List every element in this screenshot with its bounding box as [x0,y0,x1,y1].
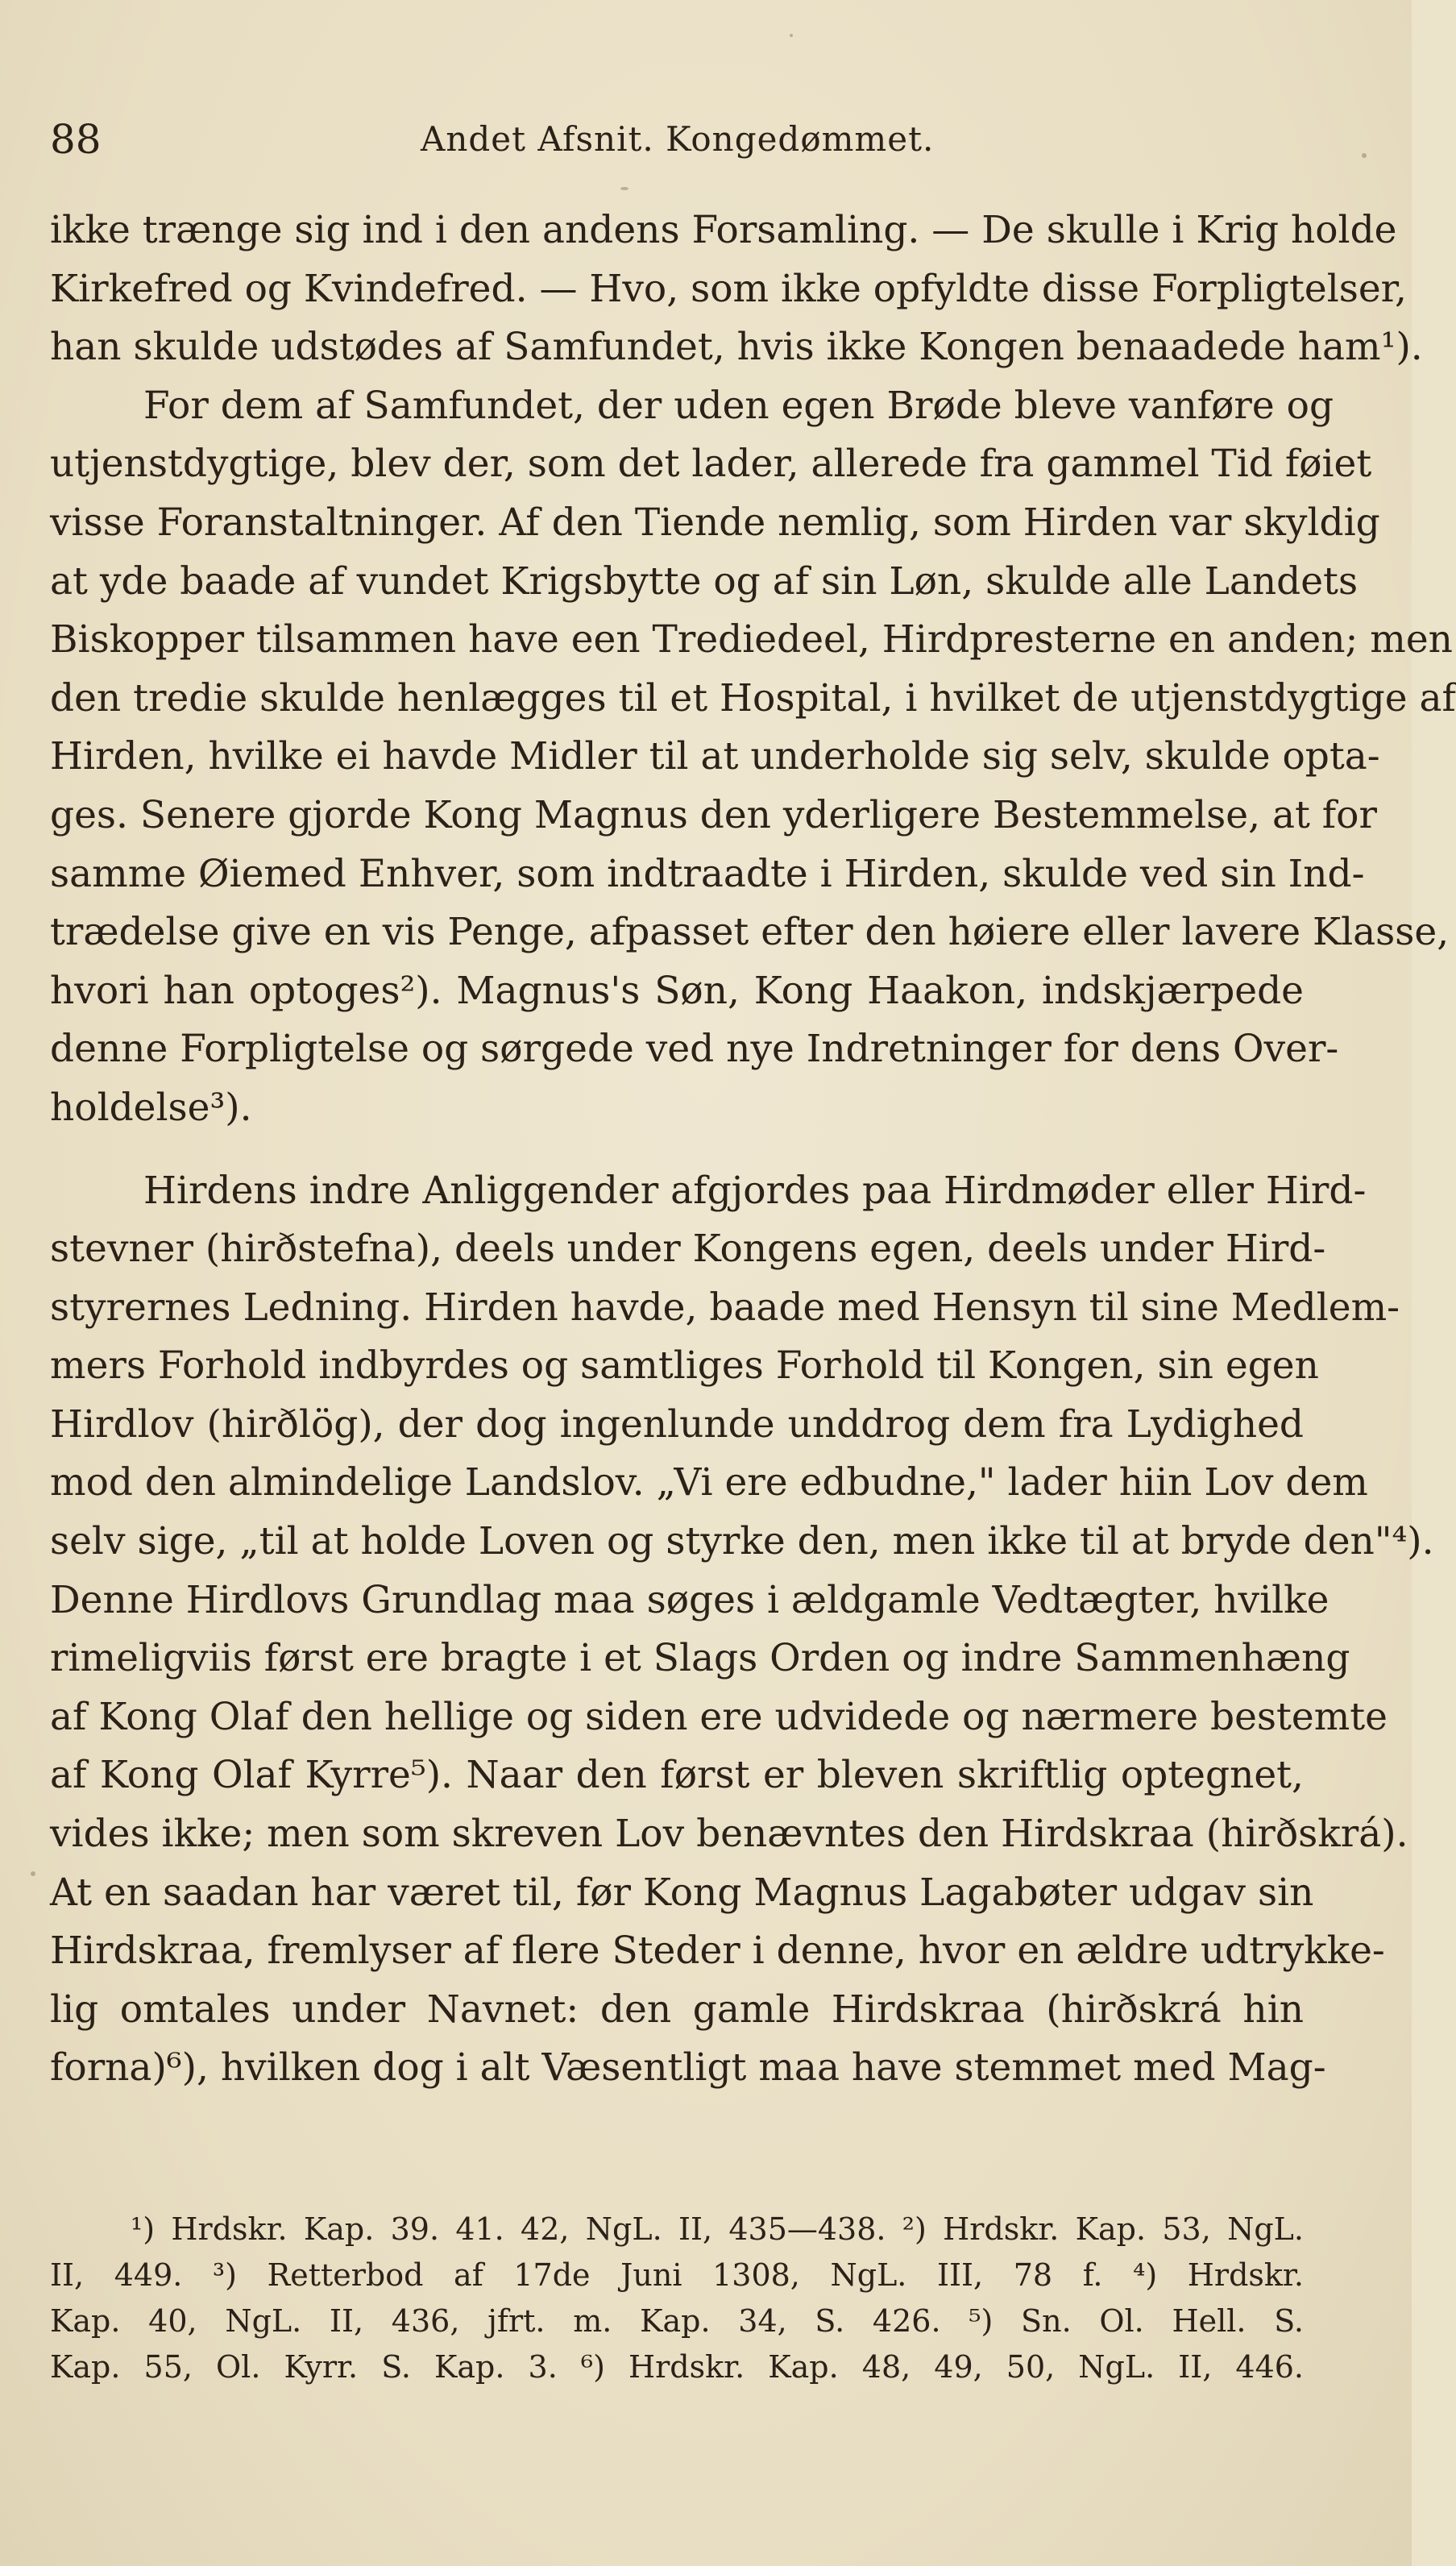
text-line: vides ikke; men som skreven Lov benævntes den Hirdskraa (hirðskrá). [50,1812,1408,1857]
text-line: Hirdskraa, fremlyser af flere Steder i denne, hvor en ældre udtrykke- [50,1929,1385,1974]
text-line: At en saadan har været til, før Kong Magnus Lagabøter udgav sin [50,1870,1314,1915]
text-line: selv sige, „til at holde Loven og styrke den, men ikke til at bryde den"⁴). [50,1519,1434,1564]
text-line: styrernes Ledning. Hirden havde, baade med Hensyn til sine Medlem- [50,1285,1400,1330]
footnote-line: Kap. 55, Ol. Kyrr. S. Kap. 3. ⁶) Hrdskr. Kap. 48, 49, 50, NgL. II, 446. [50,2349,1304,2385]
footnotes [50,2207,1304,2390]
running-title: Andet Afsnit. Kongedømmet. [421,119,935,159]
text-line: hvori han optoges²). Magnus's Søn, Kong Haakon, indskjærpede [50,968,1304,1013]
page-number: 88 [50,116,102,163]
body-text [50,201,1456,2098]
text-line: Hirdlov (hirðlög), der dog ingenlunde unddrog dem fra Lydighed [50,1401,1304,1447]
text-line: samme Øiemed Enhver, som indtraadte i Hirden, skulde ved sin Ind- [50,851,1365,896]
text-line: den tredie skulde henlægges til et Hospital, i hvilket de utjenstdygtige af [50,675,1456,720]
paper-speck [620,187,628,190]
text-line: af Kong Olaf Kyrre⁵). Naar den først er bleven skriftlig optegnet, [50,1753,1304,1798]
paper-speck [31,1871,35,1876]
paragraph-gap [50,1138,1304,1162]
text-line: at yde baade af vundet Krigsbytte og af sin Løn, skulde alle Landets [50,558,1359,604]
text-line: rimeligviis først ere bragte i et Slags Orden og indre Sammenhæng [50,1636,1350,1681]
text-line: holdelse³). [50,1085,252,1130]
text-line: Kirkefred og Kvindefred. — Hvo, som ikke opfyldte disse Forpligtelser, [50,266,1407,311]
footnote-line: Kap. 40, NgL. II, 436, jfrt. m. Kap. 34, S. 426. ⁵) Sn. Ol. Hell. S. [50,2303,1304,2339]
text-line: stevner (hirðstefna), deels under Kongens egen, deels under Hird- [50,1227,1326,1272]
text-line: af Kong Olaf den hellige og siden ere udvidede og nærmere bestemte [50,1694,1388,1739]
text-line: ikke trænge sig ind i den andens Forsamling. — De skulle i Krig holde [50,208,1397,252]
text-line: mod den almindelige Landslov. „Vi ere edbudne," lader hiin Lov dem [50,1460,1368,1505]
text-line: Hirdens indre Anliggender afgjordes paa Hirdmøder eller Hird- [143,1168,1367,1213]
text-line: Biskopper tilsammen have een Trediedeel, Hirdpresterne en anden; men [50,617,1453,662]
text-line: trædelse give en vis Penge, afpasset efter den høiere eller lavere Klasse, [50,910,1450,955]
paper-speck [1362,153,1367,158]
text-line: lig omtales under Navnet: den gamle Hirdskraa (hirðskrá hin [50,1987,1304,2032]
footnote-line: II, 449. ³) Retterbod af 17de Juni 1308, NgL. III, 78 f. ⁴) Hrdskr. [50,2257,1304,2293]
footnote-line: ¹) Hrdskr. Kap. 39. 41. 42, NgL. II, 435—438. ²) Hrdskr. Kap. 53, NgL. [131,2211,1304,2247]
page-header [50,111,1307,168]
text-line: For dem af Samfundet, der uden egen Brøde bleve vanføre og [143,383,1334,428]
text-line: visse Foranstaltninger. Af den Tiende nemlig, som Hirden var skyldig [50,500,1380,545]
text-line: ges. Senere gjorde Kong Magnus den yderligere Bestemmelse, at for [50,792,1377,837]
text-line: utjenstdygtige, blev der, som det lader, allerede fra gammel Tid føiet [50,442,1372,487]
text-line: han skulde udstødes af Samfundet, hvis ikke Kongen benaadede ham¹). [50,325,1423,370]
paper-speck [790,34,793,37]
text-line: Denne Hirdlovs Grundlag maa søges i ældgamle Vedtægter, hvilke [50,1577,1329,1622]
text-line: forna)⁶), hvilken dog i alt Væsentligt maa have stemmet med Mag- [50,2045,1326,2091]
text-line: denne Forpligtelse og sørgede ved nye Indretninger for dens Over- [50,1027,1339,1072]
text-line: Hirden, hvilke ei havde Midler til at underholde sig selv, skulde opta- [50,734,1380,779]
text-line: mers Forhold indbyrdes og samtliges Forhold til Kongen, sin egen [50,1343,1319,1389]
